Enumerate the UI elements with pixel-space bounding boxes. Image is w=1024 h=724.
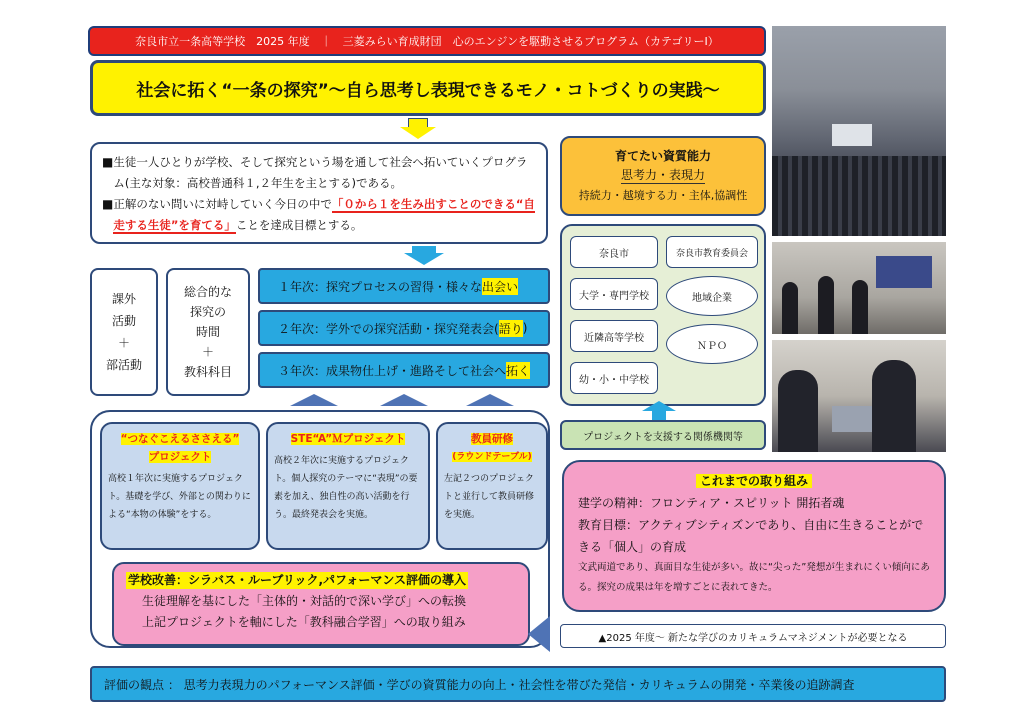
intro-line-2c: ことを達成目標とする。 [235,218,363,232]
project-connect [100,422,260,550]
project-title [274,430,422,448]
year-highlight: 出会い [482,279,519,294]
project-title-row [444,448,540,466]
arrow-up-icon [290,394,338,406]
header-bar [88,26,766,56]
arrow-up-icon [642,401,676,411]
photo-student-presentation [772,242,946,334]
student-figure [852,280,868,334]
photo-assembly-hall [772,26,946,236]
student-figure [818,276,834,334]
project-teacher-training [436,422,548,550]
partner-nara-city: 奈良市 [570,236,658,268]
year-1-bar [258,268,550,304]
extracurricular-box [90,268,158,396]
year-highlight: 語り [498,321,523,336]
year-3-bar [258,352,550,388]
evaluation-footer [90,666,946,702]
laptop [832,406,872,432]
support-caption: プロジェクトを支援する関係機関等 [560,420,766,450]
footer-text: 評価の観点 ： 思考力表現力のパフォーマンス評価・学びの資質能力の向上・社会性を帯びた発信・カリキュラムの開発・卒業後の追跡調査 [104,677,855,692]
arrow-up-icon [466,394,514,406]
header-text: 奈良市立一条高等学校 2025 年度 ｜ 三菱みらい育成財団 心のエンジンを駆動させるプログラム（カテゴリーⅠ） [135,35,719,48]
square-bullet-icon: ■ [102,155,114,169]
program-description [90,142,548,244]
arrow-up-icon [380,394,428,406]
year-text: ２年次：学外での探究活動・探究発表会( [278,321,499,336]
qualities-title: 育てたい資質能力 [614,149,711,163]
side-text: 探究の [189,305,226,319]
student-figure [782,282,798,334]
history-title-row [578,470,930,492]
history-line-1: 建学の精神：フロンティア・スピリット 開拓者魂 [578,496,845,510]
arrow-left-icon [528,616,550,652]
history-title: これまでの取り組み [696,474,812,488]
history-line-2: 教育目標：アクティブシティズンであり、自由に生きることができる「個人」の育成 [578,518,924,554]
side-text: 時間 [195,325,220,339]
history-note: 文武両道であり、真面目な生徒が多い。故に“尖った”発想が生まれにくい傾向にある。探究の成果は年を増すごとに表れてきた。 [578,562,930,593]
arrow-up-support [652,410,666,420]
project-body: 左記２つのプロジェクトと並行して教員研修を実施。 [444,474,535,520]
student-figure [778,370,818,452]
project-title-2: プロジェクト [148,451,212,463]
integrated-study-box [166,268,250,396]
audience-rows [772,156,946,236]
side-text: 活動 [111,314,136,328]
square-bullet-icon: ■ [102,197,114,211]
intro-line-1: 生徒一人ひとりが学校、そして探究という場を通して社会へ拓いていくプログラム(主な対象：高校普通科１,２年生を主とする)である。 [113,155,528,190]
project-title-1: STE“A”Ｍプロジェクト [290,433,406,445]
student-figure [872,360,916,452]
partner-organizations [560,224,766,406]
photo-students-laptops [772,340,946,452]
year-2-bar [258,310,550,346]
year-highlight: 拓く [506,363,531,378]
intro-line-2 [113,194,536,236]
project-body: 高校２年次に実施するプロジェクト。個人探究のテーマに“表現”の要素を加え、独自性の高い活動を行う。最終発表会を実施。 [274,456,418,520]
intro-line-2a: 正解のない問いに対峙していく今日の中で [113,197,332,211]
side-text: ＋ [117,336,130,350]
project-title-row [108,448,252,466]
target-qualities [560,136,766,216]
side-text: 課外 [111,292,136,306]
year-text: ３年次：成果物仕上げ・進路そして社会へ [278,363,507,378]
partner-local-companies: 地域企業 [666,276,758,316]
project-body: 高校１年次に実施するプロジェクト。基礎を学び、外部との関わりによる“本物の体験”をする。 [108,474,251,520]
past-initiatives [562,460,946,612]
project-steam [266,422,430,550]
reform-title: 学校改善：シラバス・ルーブリック,パフォーマンス評価の導入 [128,573,467,587]
partner-npo: ＮＰＯ [666,324,758,364]
project-title [444,430,540,448]
curriculum-note: ▲2025 年度～ 新たな学びのカリキュラムマネジメントが必要となる [560,624,946,648]
year-suffix: ) [522,321,528,335]
side-text: 教科科目 [183,365,232,379]
stage-screen [832,124,872,146]
project-title-2: (ラウンドテーブル) [452,452,532,462]
side-text: 総合的な [183,285,232,299]
partner-schools: 幼・小・中学校 [570,362,658,394]
partner-board-of-education: 奈良市教育委員会 [666,236,758,268]
side-text: ＋ [201,345,214,359]
reform-line-2: 上記プロジェクトを軸にした「教科融合学習」への取り組み [142,615,466,629]
side-text: 部活動 [105,358,142,372]
year-text: １年次：探究プロセスの習得・様々な [278,279,483,294]
arrow-down-icon [404,253,444,265]
qualities-main: 思考力・表現力 [620,168,705,182]
page-title: 社会に拓く“一条の探究”～自ら思考し表現できるモノ・コトづくりの実践～ [90,60,766,116]
project-title-1: “つなぐこえるささえる” [120,433,240,445]
arrow-down-icon [400,127,436,139]
goal-highlight: 「０から１を生み出すことのできる“自走する生徒”を育てる」 [113,197,535,232]
qualities-sub: 持続力・越境する力・主体,協調性 [578,189,748,202]
school-reform [112,562,530,646]
reform-line-1: 生徒理解を基にした「主体的・対話的で深い学び」への転換 [142,594,467,608]
partner-nearby-high-schools: 近隣高等学校 [570,320,658,352]
projector-screen [876,256,932,288]
project-title-1: 教員研修 [471,433,513,445]
project-title [108,430,252,448]
partner-universities: 大学・専門学校 [570,278,658,310]
